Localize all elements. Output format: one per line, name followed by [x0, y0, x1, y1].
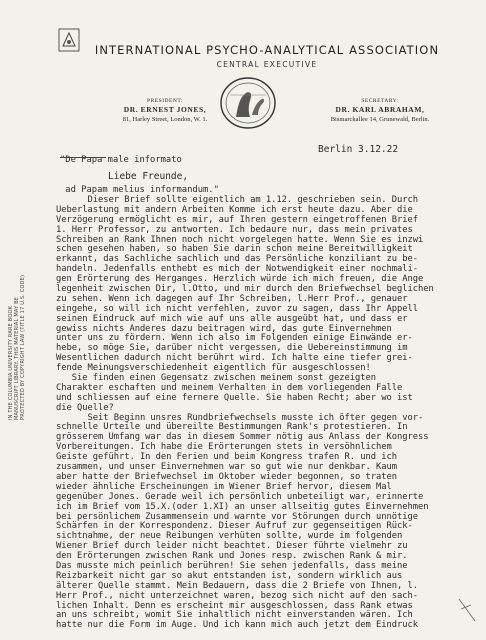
letter-line: Verzögerung ermöglicht es mir, auf Ihren gestern eingetroffenen Brief: [56, 214, 418, 225]
letter-line: grösserem Umfang war das in diesem Sommer nötig aus Anlass der Kongress: [56, 432, 429, 443]
secretary-name: DR. KARL ABRAHAM,: [335, 105, 425, 114]
letter-line: Schärfen in der Korrespondenz. Dieser Aufruf zur gegenseitigen Rück-: [56, 521, 413, 532]
letter-line: Wesentlichen dadurch nicht berührt wird. Ich halte eine tiefer grei-: [56, 353, 413, 364]
letter-line: hebe, so möge Sie, darüber nicht vergessen, die Uebereinstimmung im: [56, 343, 408, 354]
library-copyright-stamp: [8, 270, 32, 420]
letter-line: und schliessen auf eine fernere Quelle. Sie haben Recht; aber wo ist: [56, 392, 413, 403]
letter-line: Seit Beginn unsres Rundbriefwechsels musste ich öfter gegen vor-: [56, 412, 424, 423]
oedipus-sphinx-seal-icon: [218, 75, 278, 131]
letter-line: lichen Inhalt. Denn es erscheint mir ausgeschlossen, dass Rank etwas: [56, 600, 413, 611]
organization-subtitle: CENTRAL EXECUTIVE: [216, 60, 318, 69]
dedication-line: ad Papam melius informandum.": [60, 184, 219, 195]
letter-line: hatte nur die Form im Auge. Und ich kann mich auch jetzt dem Eindruck: [56, 620, 418, 631]
letter-line: Charakter eschaften und meinem Verhalten in dem vorliegenden Falle: [56, 382, 403, 393]
letter-line: Ueberlastung mit andern Arbeiten Komme ich erst heute dazu. Aber die: [56, 204, 413, 215]
letter-line: an uns schreibt, womit Sie inhaltlich nicht einverstanden wären. Ich: [56, 610, 413, 621]
secretary-block: [310, 98, 450, 123]
president-address: 81, Harley Street, London, W. 1.: [122, 116, 208, 123]
letter-line: wieder ähnliche Erscheinungen im Wiener Brief hervor, diesem Mal: [56, 481, 392, 492]
letter-line: zu sehen. Wenn ich dagegen auf Ihr Schreiben, l.Herr Prof., genauer: [56, 293, 408, 304]
letter-line: ich im Brief vom 15.X.(oder 1.XI) an unser allseitig gutes Einvernehmen: [56, 501, 429, 512]
salutation: Liebe Freunde,: [108, 171, 189, 182]
stamp-line: MANUSCRIPT LIBRARY. THIS MATERIAL MAY BE: [14, 296, 20, 420]
letter-line: sichtnahme, der neue Reibungen verhüten sollte, wurde im folgenden: [56, 531, 403, 542]
president-name: DR. ERNEST JONES,: [123, 105, 207, 114]
letter-line: erkannt, das Sachliche sachlich und das Persönliche konziliant zu be-: [56, 254, 418, 265]
letter-line: aber hatte der Briefwechsel im Oktober wieder begonnen, so traten: [56, 471, 398, 482]
divider: [60, 157, 106, 158]
stamp-line: IN THE COLUMBIA UNIVERSITY RARE BOOK: [8, 305, 14, 420]
letter-line: schen gesehen haben, so haben Sie darin schon meine Bereitwilligkeit: [56, 244, 413, 255]
letter-line: Vorbereitungen. Ich habe die Erörterungen stets in versöhnlichem: [56, 442, 392, 453]
secretary-address: Bismarckallee 14, Grunewald, Berlin.: [330, 116, 430, 123]
letter-line: die Quelle?: [56, 402, 114, 413]
president-block: [110, 98, 220, 123]
letter-line: zusammen, und unser Einvernehmen war so gut wie nur denkbar. Kaum: [56, 462, 398, 473]
letter-line: seinen Eindruck auf mich wie auf uns alle ausgeübt hat, und dass er: [56, 313, 408, 324]
letter-line: gewiss nichts Anderes dazu beitragen wird, das gute Einvernehmen: [56, 323, 392, 334]
letter-line: älterer Quelle stammt. Mein Bedauern, dass die 2 Briefe von Ihnen, l.: [56, 580, 418, 591]
organization-name: INTERNATIONAL PSYCHO-ANALYTICAL ASSOCIATION: [94, 43, 440, 57]
association-emblem-icon: [58, 28, 80, 52]
letter-line: eingehe, so will ich nicht verfehlen, zuvor zu sagen, dass Ihr Appell: [56, 303, 418, 314]
letter-line: bei persönlichem Zusammensein und warnte vor Störungen durch unnötige: [56, 511, 418, 522]
letter-body: [56, 196, 434, 631]
letter-line: gegenüber Jones. Gerade weil ich persönlich unbeteiligt war, erinnerte: [56, 491, 424, 502]
dedication-line: "De Papa male informato: [60, 154, 182, 165]
president-role: PRESIDENT:: [147, 98, 183, 104]
handwritten-mark-icon: [455, 595, 479, 625]
letter-line: Das musste mich peinlich berühren! Sie sehen jedenfalls, dass meine: [56, 560, 408, 571]
letter-line: den Erörterungen zwischen Rank und Jones resp. zwischen Rank & mir.: [56, 551, 408, 562]
letter-line: Schreiben an Rank Ihnen noch nicht vorgelegen hatte. Wenn Sie es inzwi: [56, 234, 424, 245]
letter-line: Geiste geführt. In den Ferien und beim Kongress trafen R. und ich: [56, 452, 398, 463]
secretary-role: SECRETARY:: [361, 98, 399, 104]
letter-line: Reizbarkeit nicht gar so akut entstanden ist, sondern wirklich aus: [56, 570, 403, 581]
letter-line: 1. Herr Professor, zu antworten. Ich bedaure nur, dass mein privates: [56, 224, 413, 235]
dateline: Berlin 3.12.22: [318, 144, 399, 155]
letter-line: Wiener Brief durch leider nicht beachtet. Dieser führte vielmehr zu: [56, 541, 408, 552]
letter-line: handeln. Jedenfalls enthebt es mich der Notwendigkeit einer nochmali-: [56, 264, 418, 275]
letter-line: schnelle Urteile und übereilte Bestimmungen Rank's protestieren. In: [56, 422, 408, 433]
letter-line: Sie finden einen Gegensatz zwischen meinem sonst gezeigten: [56, 373, 377, 384]
letter-line: gen Erörterung des Herganges. Herzlich würde ich mich freuen, die Ange: [56, 274, 424, 285]
letter-line: legenheit zwischen Dir, l.Otto, und mir durch den Briefwechsel beglichen: [56, 284, 434, 295]
letter-line: unter uns zu fördern. Wenn ich also im Folgenden einige Einwände er-: [56, 333, 413, 344]
letter-line: Herr Prof., nicht unterzeichnet waren, bezog sich nicht auf den sach-: [56, 590, 418, 601]
letter-line: Dieser Brief sollte eigentlich am 1.12. geschrieben sein. Durch: [56, 195, 418, 205]
stamp-line: PROTECTED BY COPYRIGHT LAW (TITLE 17 U.S. CODE): [20, 274, 26, 420]
letter-line: fende Meinungsverschiedenheit eigentlich für ausgeschlossen!: [56, 363, 371, 374]
